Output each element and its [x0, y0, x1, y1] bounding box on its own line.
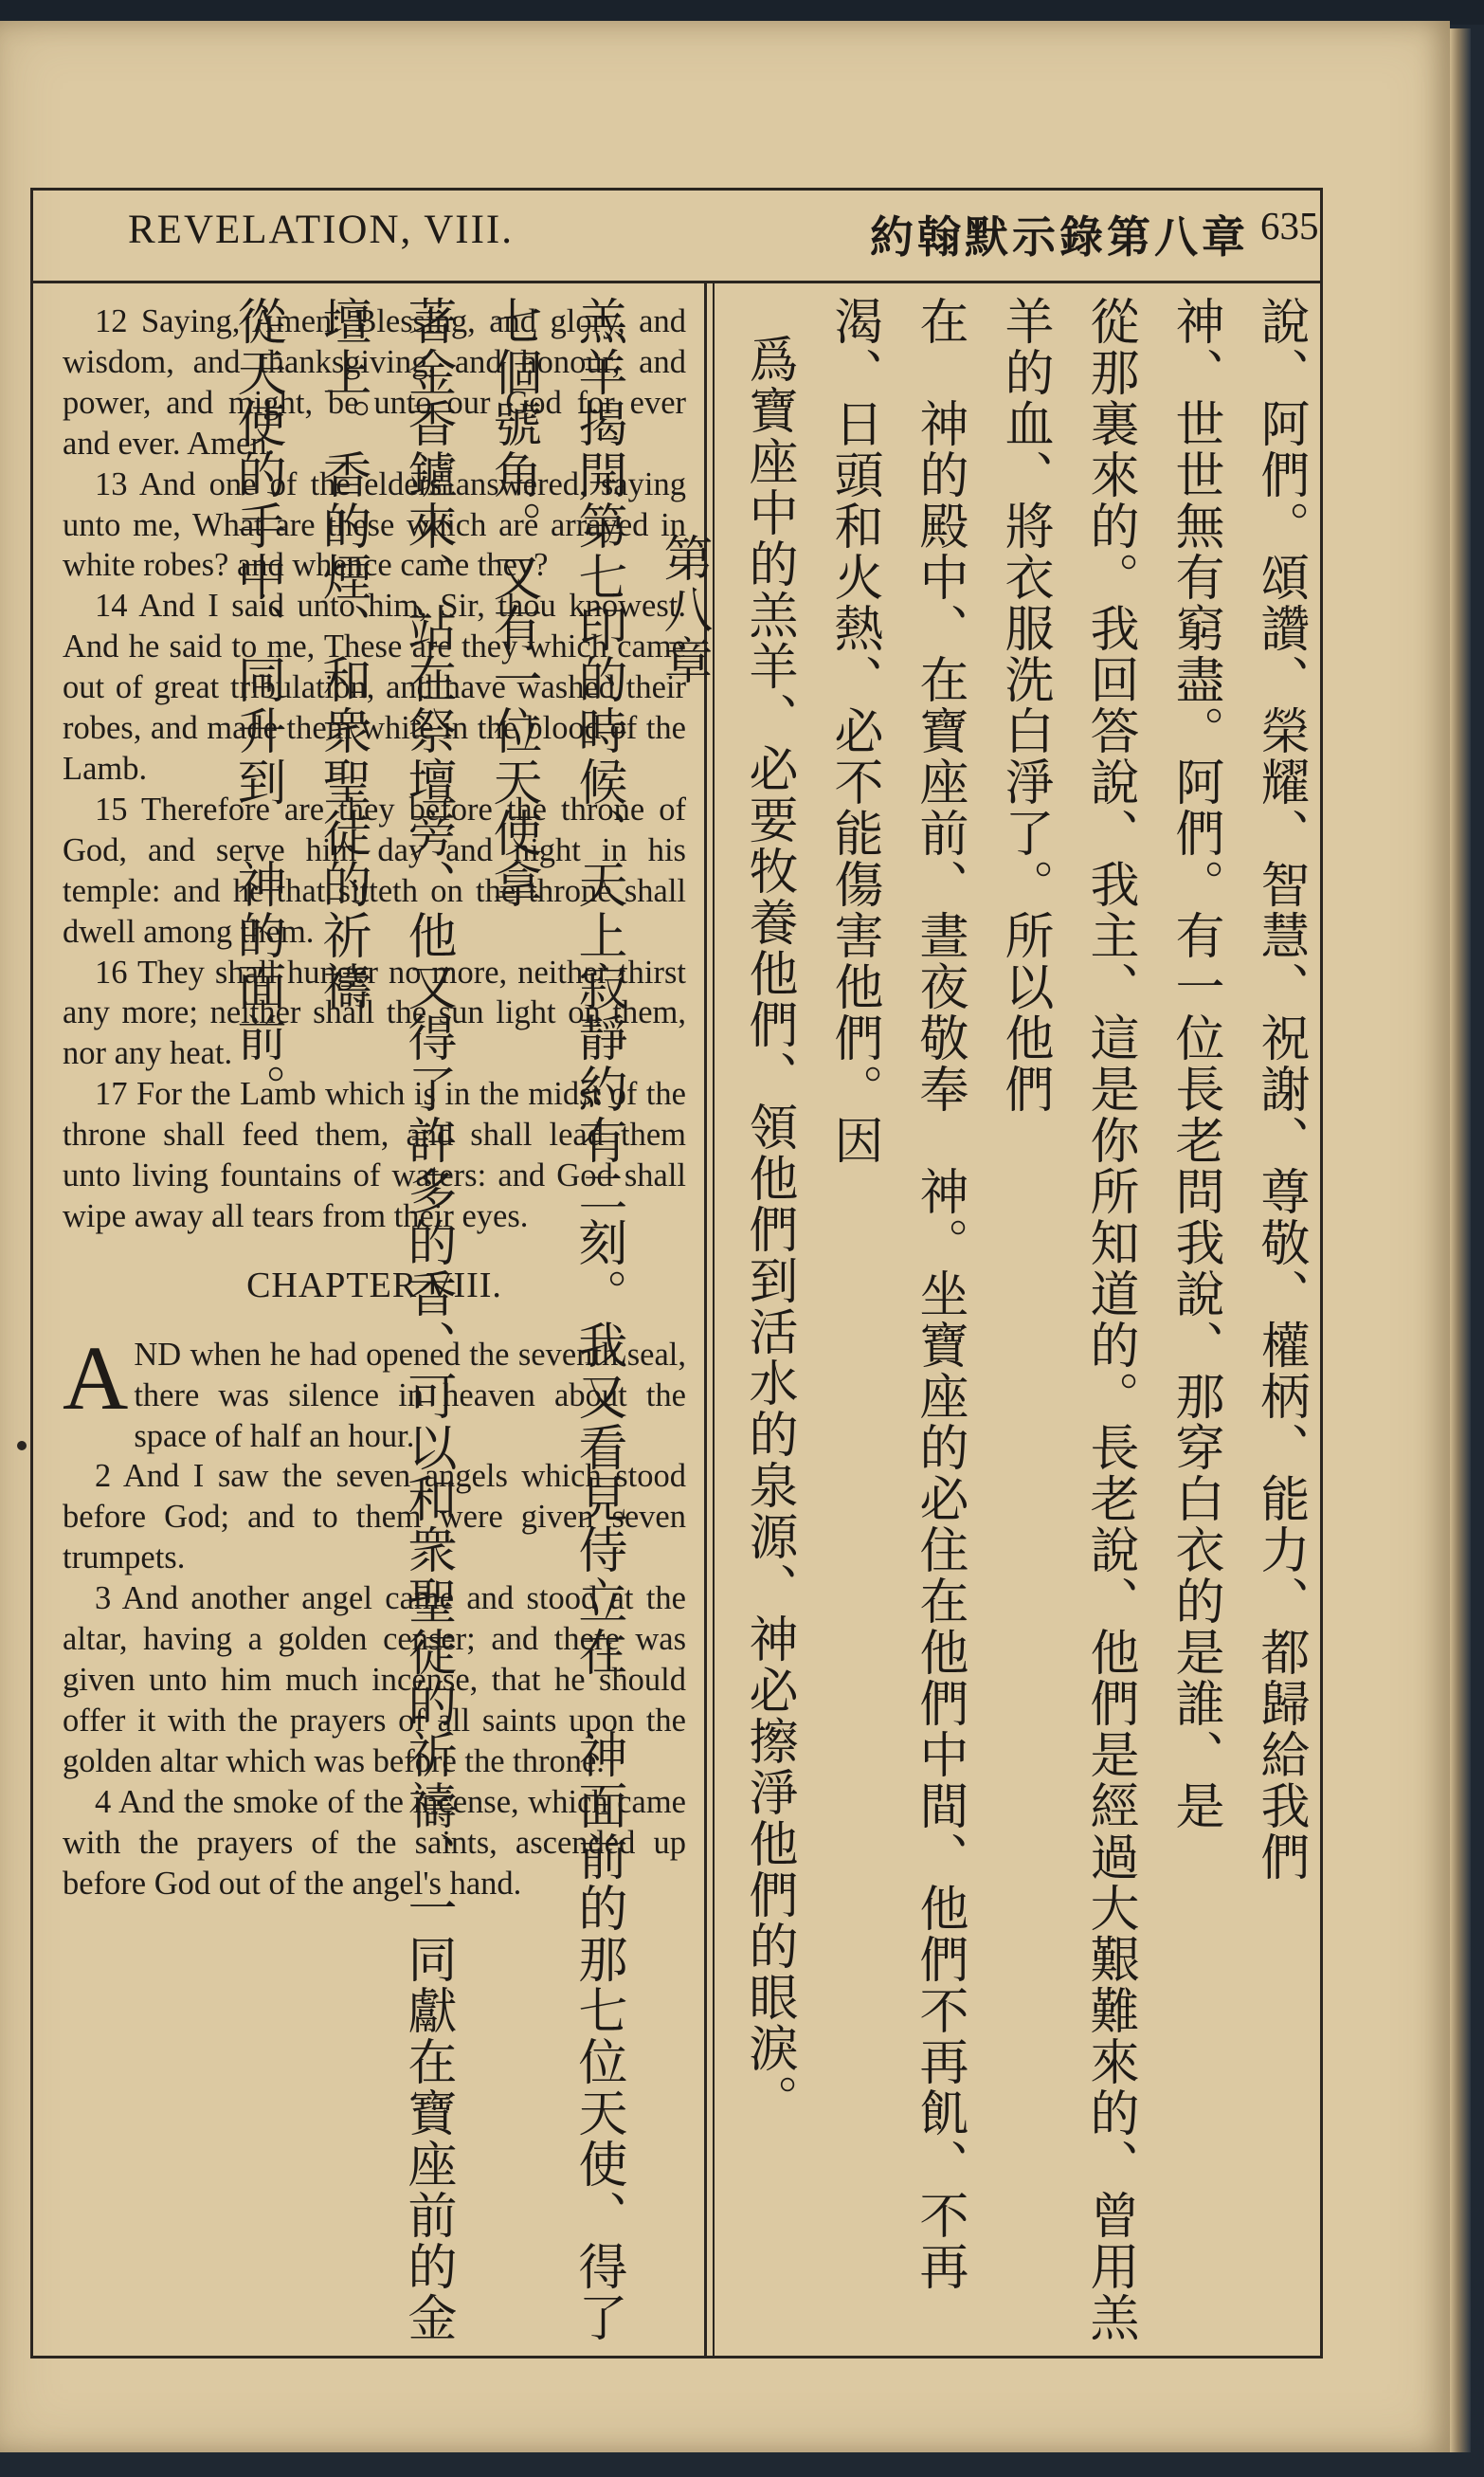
chinese-line-8: 從天使的手中、同升到 神的面前。	[228, 296, 285, 1115]
chinese-line-3: 在 神的殿中、在寶座前、晝夜敬奉 神。坐寶座的必住在他們中間、他們不再飢、不再渴、日頭和火熱、必不能傷害他們。因	[825, 296, 968, 2292]
chinese-line-1: 說、阿們。頌讚、榮耀、智慧、祝謝、尊敬、權柄、能力、都歸給我們	[1252, 296, 1309, 1883]
page-number: 635	[1260, 204, 1319, 247]
running-head-english: REVELATION, VIII.	[128, 208, 514, 252]
verse-7-13: 13 And one of the elders answered, saying unto me, What are these which are arrayed in white robes? and whence came they?	[63, 465, 686, 584]
verse-7-15: 15 Therefore are they before the throne of God, and serve him day and night in his temple: and he that sitteth on the throne shall dwell among them.	[63, 791, 686, 950]
verse-7-12: 12 Saying, Amen: Blessing, and glory, and wisdom, and thanksgiving, and honour, and power, and might, be unto our God for ever and ever. Amen.	[63, 303, 686, 462]
page-edge	[1450, 28, 1471, 2452]
ink-dot	[17, 1441, 27, 1450]
verse-7-14: 14 And I said unto him, Sir, thou knowest. And he said to me, These are they which came out of great tribulation, and have washed their robes, and made them white in the blood of the Lamb.	[63, 588, 686, 787]
chinese-chapter-heading: 第八章	[655, 533, 712, 686]
chinese-line-2: 從那裏來的。我回答說、我主、這是你所知道的。長老說、他們是經過大艱難來的、曾用羔羊的血、將衣服洗白淨了。所以他們	[996, 296, 1138, 2343]
drop-cap: A	[63, 1326, 129, 1429]
verse-8-2: 2 And I saw the seven angels which stood before God; and to them were given seven trumpets.	[63, 1458, 686, 1576]
chinese-line-6: 羔羊揭開第七印的時候、天上寂靜約有二刻。我又看見侍立在 神面前的那七位天使、得了七個號角。又有一位天使拿	[484, 296, 626, 2343]
verse-7-16: 16 They shall hunger no more, neither thirst any more; neither shall the sun light on them, nor any heat.	[63, 954, 686, 1072]
chinese-line-7: 著金香鑪來、站在祭壇旁、他又得了許多的香、可以和衆聖徒的祈禱、一同獻在寶座前的金壇上。香的煙、和衆聖徒的祈禱	[314, 296, 456, 2343]
header-rule	[30, 281, 1323, 283]
chinese-line-1b: 神、世世無有窮盡。阿們。有一位長老問我說、那穿白衣的是誰、是	[1167, 296, 1223, 1831]
verse-8-3: 3 And another angel came and stood at the altar, having a golden censer; and there was given unto him much incense, that he should offer it with the prayers of all saints upon the golden altar which was before the throne.	[63, 1580, 686, 1779]
verse-8-1-text: ND when he had opened the seventh seal, there was silence in heaven about the space of half an hour.	[134, 1336, 686, 1454]
chapter-heading: CHAPTER VIII.	[246, 1265, 502, 1305]
chinese-line-4: 爲寶座中的羔羊、必要牧養他們、領他們到活水的泉源、神必擦淨他們的眼淚。	[740, 334, 797, 2125]
running-head-chinese: 約翰默示錄第八章	[870, 211, 1249, 263]
verse-7-17: 17 For the Lamb which is in the midst of the throne shall feed them, and shall lead them unto living fountains of waters: and God shall wipe away all tears from their eyes.	[63, 1076, 686, 1234]
verse-8-4: 4 And the smoke of the incense, which came with the prayers of the saints, ascended up before God out of the angel's hand.	[63, 1783, 686, 1902]
